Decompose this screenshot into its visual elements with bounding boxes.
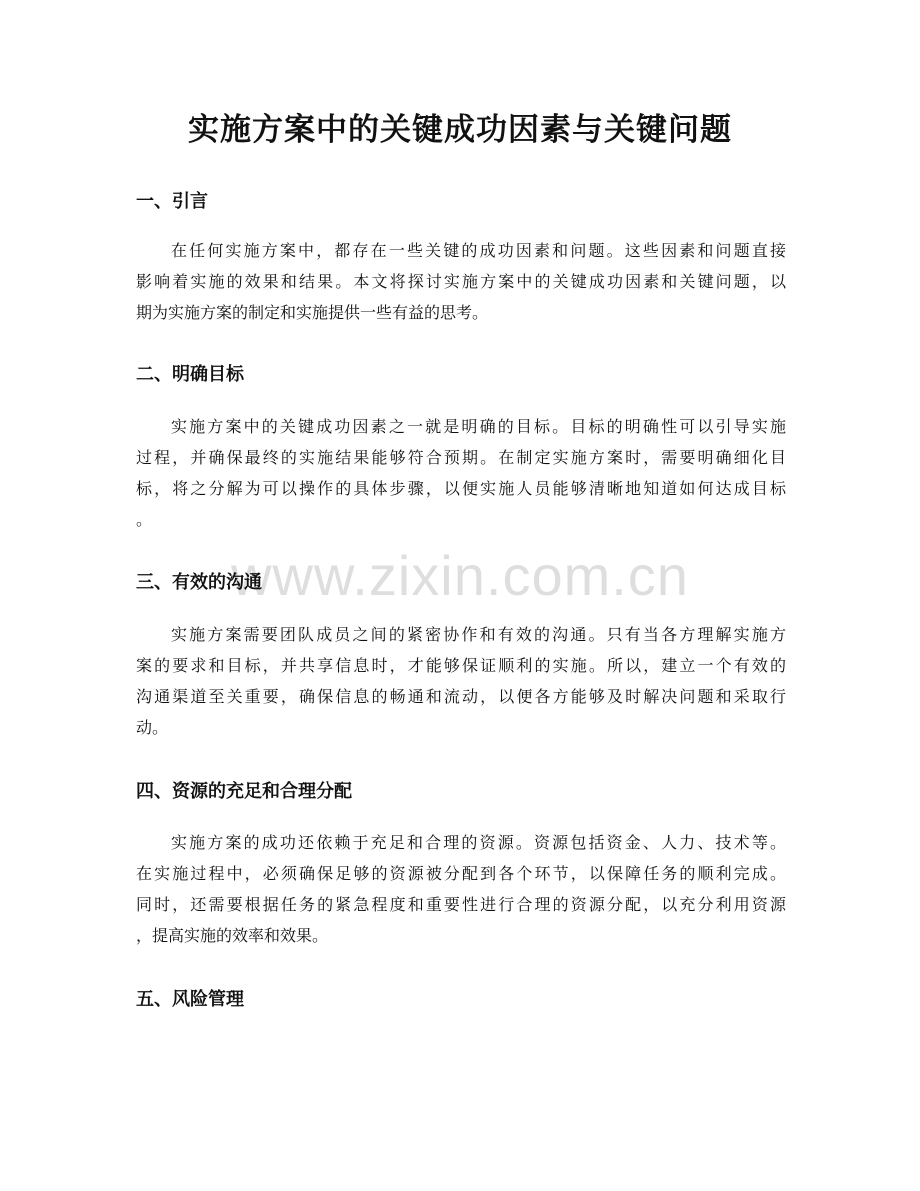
paragraph-line: 同时，还需要根据任务的紧急程度和重要性进行合理的资源分配，以充分利用资源 xyxy=(136,895,786,914)
document-title: 实施方案中的关键成功因素与关键问题 xyxy=(188,112,732,148)
paragraph-line: 过程，并确保最终的实施结果能够符合预期。在制定实施方案时，需要明确细化目 xyxy=(136,448,786,467)
paragraph-line: 实施方案需要团队成员之间的紧密协作和有效的沟通。只有当各方理解实施方 xyxy=(171,625,786,644)
section-paragraph-resources xyxy=(136,827,786,951)
section-heading-risk-management: 五、风险管理 xyxy=(136,989,244,1010)
paragraph-line: 沟通渠道至关重要，确保信息的畅通和流动，以便各方能够及时解决问题和采取行 xyxy=(136,687,786,706)
section-heading-communication: 三、有效的沟通 xyxy=(136,572,262,593)
section-paragraph-introduction xyxy=(136,235,786,328)
paragraph-line: ，提高实施的效率和效果。 xyxy=(136,926,329,945)
watermark: www.zixin.com.cn xyxy=(231,544,689,607)
section-paragraph-communication xyxy=(136,619,786,743)
section-paragraph-clear-goals xyxy=(136,411,786,535)
paragraph-line: 在任何实施方案中，都存在一些关键的成功因素和问题。这些因素和问题直接 xyxy=(171,241,786,260)
paragraph-line: 动。 xyxy=(136,718,169,737)
paragraph-line: 在实施过程中，必须确保足够的资源被分配到各个环节，以保障任务的顺利完成。 xyxy=(136,864,786,883)
section-heading-introduction: 一、引言 xyxy=(136,191,208,212)
paragraph-line: 实施方案中的关键成功因素之一就是明确的目标。目标的明确性可以引导实施 xyxy=(171,417,786,436)
paragraph-line: 标，将之分解为可以操作的具体步骤，以便实施人员能够清晰地知道如何达成目标 xyxy=(136,479,786,498)
paragraph-line: 。 xyxy=(136,510,153,529)
section-heading-clear-goals: 二、明确目标 xyxy=(136,364,244,385)
paragraph-line: 影响着实施的效果和结果。本文将探讨实施方案中的关键成功因素和关键问题，以 xyxy=(136,272,786,291)
section-heading-resources: 四、资源的充足和合理分配 xyxy=(136,781,352,802)
paragraph-line: 期为实施方案的制定和实施提供一些有益的思考。 xyxy=(136,303,489,322)
paragraph-line: 实施方案的成功还依赖于充足和合理的资源。资源包括资金、人力、技术等。 xyxy=(171,833,786,852)
paragraph-line: 案的要求和目标，并共享信息时，才能够保证顺利的实施。所以，建立一个有效的 xyxy=(136,656,786,675)
